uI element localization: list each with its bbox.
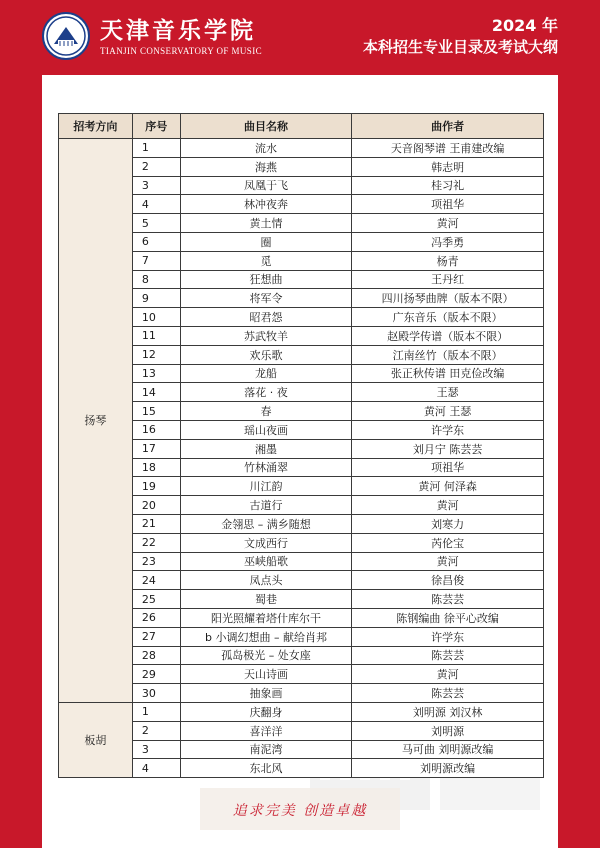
piece-title: 孤岛极光 – 处女座: [180, 646, 352, 665]
header-title: 本科招生专业目录及考试大纲: [362, 38, 558, 56]
piece-title: 金翎思 – 满乡随想: [180, 514, 352, 533]
piece-title: 林冲夜奔: [180, 195, 352, 214]
row-number: 14: [132, 383, 180, 402]
col-composer: 曲作者: [352, 114, 544, 139]
piece-title: 天山诗画: [180, 665, 352, 684]
piece-title: 庆翻身: [180, 702, 352, 721]
row-number: 29: [132, 665, 180, 684]
piece-composer: 江南丝竹（版本不限）: [352, 345, 544, 364]
row-number: 17: [132, 439, 180, 458]
piece-title: 古道行: [180, 496, 352, 515]
table-row: [59, 139, 544, 158]
row-number: 1: [132, 702, 180, 721]
piece-composer: 刘明源: [352, 721, 544, 740]
row-number: 11: [132, 326, 180, 345]
piece-title: 觅: [180, 251, 352, 270]
row-number: 22: [132, 533, 180, 552]
school-seal-icon: [44, 14, 88, 58]
piece-composer: 黄河 王瑟: [352, 402, 544, 421]
page-header: [0, 0, 600, 75]
row-number: 13: [132, 364, 180, 383]
piece-composer: 桂习礼: [352, 176, 544, 195]
row-number: 7: [132, 251, 180, 270]
row-number: 5: [132, 214, 180, 233]
piece-composer: 陈芸芸: [352, 684, 544, 703]
piece-title: 蜀巷: [180, 590, 352, 609]
piece-composer: 黄河 何泽森: [352, 477, 544, 496]
piece-title: 竹林涌翠: [180, 458, 352, 477]
piece-title: 阳光照耀着塔什库尔干: [180, 608, 352, 627]
school-logo: [42, 12, 90, 60]
piece-title: 瑶山夜画: [180, 420, 352, 439]
table-body: [59, 139, 544, 778]
row-number: 30: [132, 684, 180, 703]
piece-composer: 徐昌俊: [352, 571, 544, 590]
row-number: 24: [132, 571, 180, 590]
piece-composer: 韩志明: [352, 157, 544, 176]
row-number: 12: [132, 345, 180, 364]
piece-composer: 许学东: [352, 420, 544, 439]
row-number: 10: [132, 308, 180, 327]
piece-title: 圈: [180, 232, 352, 251]
piece-title: 川江韵: [180, 477, 352, 496]
table-header: [59, 114, 544, 139]
piece-composer: 芮伦宝: [352, 533, 544, 552]
piece-composer: 刘月宁 陈芸芸: [352, 439, 544, 458]
piece-title: 落花 · 夜: [180, 383, 352, 402]
piece-title: 春: [180, 402, 352, 421]
row-number: 2: [132, 721, 180, 740]
piece-title: b 小调幻想曲 – 献给肖邦: [180, 627, 352, 646]
row-number: 2: [132, 157, 180, 176]
piece-title: 凤凰于飞: [180, 176, 352, 195]
piece-composer: 陈芸芸: [352, 646, 544, 665]
piece-composer: 黄河: [352, 665, 544, 684]
row-number: 16: [132, 420, 180, 439]
row-number: 4: [132, 195, 180, 214]
row-number: 19: [132, 477, 180, 496]
school-name-cn: 天津音乐学院: [100, 17, 256, 44]
row-number: 4: [132, 759, 180, 778]
table-row: [59, 702, 544, 721]
row-number: 1: [132, 139, 180, 158]
piece-composer: 天音阁琴谱 王甫建改编: [352, 139, 544, 158]
piece-composer: 刘明源 刘汉林: [352, 702, 544, 721]
piece-composer: 项祖华: [352, 458, 544, 477]
piece-title: 抽象画: [180, 684, 352, 703]
row-number: 26: [132, 608, 180, 627]
row-number: 27: [132, 627, 180, 646]
row-number: 20: [132, 496, 180, 515]
piece-title: 黄土情: [180, 214, 352, 233]
piece-composer: 杨青: [352, 251, 544, 270]
piece-composer: 赵殿学传谱（版本不限）: [352, 326, 544, 345]
col-number: 序号: [132, 114, 180, 139]
piece-composer: 黄河: [352, 214, 544, 233]
piece-title: 龙船: [180, 364, 352, 383]
piece-composer: 王瑟: [352, 383, 544, 402]
piece-title: 欢乐歌: [180, 345, 352, 364]
row-number: 21: [132, 514, 180, 533]
row-number: 28: [132, 646, 180, 665]
piece-composer: 刘寒力: [352, 514, 544, 533]
header-year: 2024 年: [491, 16, 558, 35]
direction-cell: 扬琴: [59, 139, 133, 703]
piece-title: 将军令: [180, 289, 352, 308]
piece-title: 苏武牧羊: [180, 326, 352, 345]
school-name-en: TIANJIN CONSERVATORY OF MUSIC: [100, 46, 262, 56]
piece-title: 凤点头: [180, 571, 352, 590]
piece-composer: 项祖华: [352, 195, 544, 214]
piece-title: 海燕: [180, 157, 352, 176]
repertoire-table: [58, 113, 544, 778]
piece-composer: 黄河: [352, 496, 544, 515]
row-number: 3: [132, 740, 180, 759]
piece-composer: 许学东: [352, 627, 544, 646]
piece-composer: 王丹红: [352, 270, 544, 289]
left-border: [0, 75, 42, 848]
direction-cell: 板胡: [59, 702, 133, 777]
row-number: 9: [132, 289, 180, 308]
piece-composer: 黄河: [352, 552, 544, 571]
piece-title: 昭君怨: [180, 308, 352, 327]
piece-title: 东北风: [180, 759, 352, 778]
piece-composer: 冯季勇: [352, 232, 544, 251]
row-number: 3: [132, 176, 180, 195]
piece-title: 湘墨: [180, 439, 352, 458]
piece-title: 巫峡船歌: [180, 552, 352, 571]
row-number: 8: [132, 270, 180, 289]
piece-composer: 刘明源改编: [352, 759, 544, 778]
row-number: 6: [132, 232, 180, 251]
piece-composer: 陈芸芸: [352, 590, 544, 609]
piece-title: 狂想曲: [180, 270, 352, 289]
piece-composer: 陈钢编曲 徐平心改编: [352, 608, 544, 627]
piece-composer: 广东音乐（版本不限）: [352, 308, 544, 327]
col-direction: 招考方向: [59, 114, 133, 139]
row-number: 18: [132, 458, 180, 477]
piece-composer: 四川扬琴曲牌（版本不限）: [352, 289, 544, 308]
col-title: 曲目名称: [180, 114, 352, 139]
piece-title: 文成西行: [180, 533, 352, 552]
piece-composer: 马可曲 刘明源改编: [352, 740, 544, 759]
school-motto: 追求完美 创造卓越: [232, 803, 368, 819]
piece-title: 流水: [180, 139, 352, 158]
row-number: 25: [132, 590, 180, 609]
right-border: [558, 75, 600, 848]
piece-title: 喜洋洋: [180, 721, 352, 740]
piece-composer: 张正秋传谱 田克俭改编: [352, 364, 544, 383]
row-number: 15: [132, 402, 180, 421]
row-number: 23: [132, 552, 180, 571]
piece-title: 南泥湾: [180, 740, 352, 759]
